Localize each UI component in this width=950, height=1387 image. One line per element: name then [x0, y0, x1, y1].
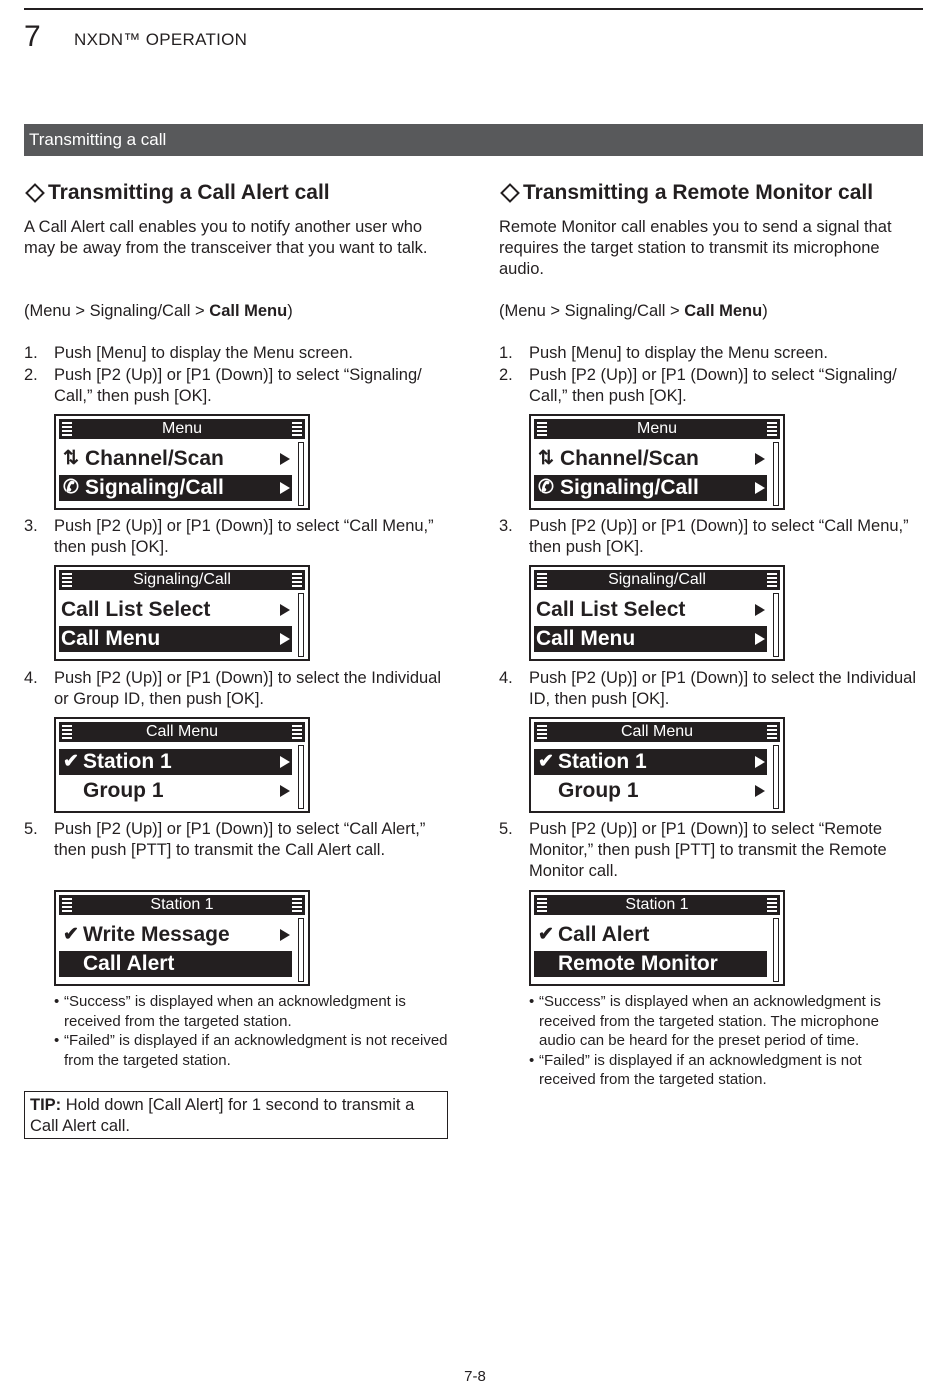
step-text: Push [P2 (Up)] or [P1 (Down)] to select “Call Menu,” then push [OK].: [529, 517, 909, 556]
right-triangle-icon: [755, 785, 765, 797]
chapter-number: 7: [24, 20, 41, 53]
scrollbar: [298, 442, 304, 506]
lcd-row-selected: [59, 475, 292, 501]
up-down-arrows-icon: ⇅: [63, 448, 79, 469]
diamond-icon: [25, 183, 45, 203]
lcd-row-selected: [534, 475, 767, 501]
check-mark-icon: ✔: [63, 924, 79, 945]
lcd-row-label: Remote Monitor: [558, 952, 718, 975]
scrollbar: [298, 593, 304, 657]
menu-lines-icon: [292, 725, 302, 739]
menu-lines-icon: [292, 573, 302, 587]
menu-lines-icon: [767, 725, 777, 739]
step-number: 1.: [24, 344, 38, 362]
scrollbar: [298, 745, 304, 809]
intro-text: A Call Alert call enables you to notify another user who may be away from the transceiver that you want to talk.: [24, 218, 428, 257]
menu-lines-icon: [537, 898, 547, 912]
lcd-row-label: Signaling/Call: [560, 476, 699, 499]
step-1: [24, 343, 454, 364]
lcd-header: [59, 722, 305, 742]
lcd-row-label: Call Menu: [61, 627, 161, 650]
menu-path: [24, 301, 293, 322]
lcd-row: [534, 446, 767, 472]
lcd-row-label: Station 1: [83, 750, 172, 773]
menu-lines-icon: [292, 422, 302, 436]
step-4: [24, 668, 454, 710]
menu-lines-icon: [62, 573, 72, 587]
lcd-row-selected: [534, 951, 767, 977]
lcd-row-label: Write Message: [83, 923, 230, 946]
lcd-row-selected: [59, 749, 292, 775]
lcd-row: [59, 922, 292, 948]
scrollbar: [773, 918, 779, 982]
heading-text: Transmitting a Call Alert call: [48, 181, 330, 204]
scrollbar: [298, 918, 304, 982]
step-text: Push [P2 (Up)] or [P1 (Down)] to select the Individual ID, then push [OK].: [529, 669, 917, 708]
notes-list: [529, 992, 919, 1090]
lcd-row-label: Call Menu: [536, 627, 636, 650]
lcd-row-label: Channel/Scan: [85, 447, 224, 470]
menu-lines-icon: [62, 422, 72, 436]
check-mark-icon: ✔: [538, 924, 554, 945]
step-2: [499, 365, 923, 407]
note-item: • “Failed” is displayed if an acknowledgment is not received from the targeted station.: [54, 1031, 454, 1070]
menu-lines-icon: [767, 422, 777, 436]
step-number: 5.: [24, 820, 38, 838]
tip-label: TIP:: [30, 1096, 62, 1114]
menu-lines-icon: [537, 422, 547, 436]
step-3: [499, 516, 929, 558]
lcd-row: [534, 778, 767, 804]
lcd-row-label: Station 1: [558, 750, 647, 773]
phone-icon: ✆: [63, 477, 79, 498]
lcd-header: [59, 895, 305, 915]
lcd-row: [534, 922, 767, 948]
lcd-row-selected: [59, 951, 292, 977]
top-rule: [24, 8, 923, 10]
right-triangle-icon: [280, 604, 290, 616]
step-4: [499, 668, 929, 710]
right-triangle-icon: [280, 482, 290, 494]
lcd-row-label: Group 1: [558, 779, 639, 802]
lcd-title: Signaling/Call: [133, 571, 231, 588]
scrollbar: [773, 442, 779, 506]
lcd-title: Call Menu: [620, 723, 694, 740]
step-number: 4.: [499, 669, 513, 687]
menu-lines-icon: [537, 573, 547, 587]
right-column: [499, 178, 929, 1088]
path-bold: Call Menu: [684, 302, 763, 320]
lcd-row-label: Call List Select: [536, 598, 686, 621]
lcd-row-label: Call Alert: [83, 952, 175, 975]
lcd-screen-station: [54, 890, 310, 986]
note-item: • “Failed” is displayed if an acknowledgment is not received from the targeted station.: [529, 1051, 919, 1090]
path-prefix: (Menu > Signaling/Call >: [499, 302, 685, 320]
path-bold: Call Menu: [209, 302, 288, 320]
lcd-row-selected: [534, 626, 767, 652]
step-text: Push [P2 (Up)] or [P1 (Down)] to select “Remote Monitor,” then push [PTT] to transmit the Remote Monitor call.: [529, 820, 887, 880]
menu-lines-icon: [292, 898, 302, 912]
lcd-screen-menu: [529, 414, 785, 510]
section-heading: [499, 178, 929, 208]
right-triangle-icon: [755, 756, 765, 768]
lcd-header: [59, 419, 305, 439]
menu-lines-icon: [767, 573, 777, 587]
menu-path: [499, 301, 768, 322]
right-triangle-icon: [280, 785, 290, 797]
right-triangle-icon: [280, 756, 290, 768]
lcd-screen-call-menu: [54, 717, 310, 813]
step-number: 3.: [499, 517, 513, 535]
note-item: • “Success” is displayed when an acknowledgment is received from the targeted station. The microphone audio can be heard for the preset period of time.: [529, 992, 919, 1051]
lcd-row-label: Signaling/Call: [85, 476, 224, 499]
menu-lines-icon: [537, 725, 547, 739]
left-column: [24, 178, 454, 1069]
step-number: 2.: [24, 366, 38, 384]
step-number: 2.: [499, 366, 513, 384]
chapter-title: NXDN™ OPERATION: [74, 30, 248, 49]
step-5: [499, 819, 923, 882]
step-number: 3.: [24, 517, 38, 535]
intro-text: Remote Monitor call enables you to send a signal that requires the target station to transmit its microphone audio.: [499, 218, 892, 278]
right-triangle-icon: [755, 633, 765, 645]
lcd-row: [59, 597, 292, 623]
step-3: [24, 516, 454, 558]
lcd-row: [534, 597, 767, 623]
step-text: Push [Menu] to display the Menu screen.: [54, 344, 353, 362]
lcd-title: Call Menu: [145, 723, 219, 740]
scrollbar: [773, 745, 779, 809]
lcd-title: Station 1: [625, 896, 689, 913]
lcd-row-label: Call List Select: [61, 598, 211, 621]
lcd-row: [59, 446, 292, 472]
lcd-header: [534, 722, 780, 742]
lcd-screen-station: [529, 890, 785, 986]
step-number: 1.: [499, 344, 513, 362]
path-suffix: ): [762, 302, 768, 320]
tip-box: [24, 1091, 448, 1139]
lcd-screen-call-menu: [529, 717, 785, 813]
page-number: 7-8: [464, 1368, 486, 1385]
up-down-arrows-icon: ⇅: [538, 448, 554, 469]
lcd-screen-menu: [54, 414, 310, 510]
lcd-header: [534, 419, 780, 439]
step-text: Push [P2 (Up)] or [P1 (Down)] to select “Signaling/ Call,” then push [OK].: [529, 366, 897, 405]
lcd-row-label: Channel/Scan: [560, 447, 699, 470]
step-1: [499, 343, 929, 364]
path-suffix: ): [287, 302, 293, 320]
lcd-header: [59, 570, 305, 590]
notes-list: [54, 992, 454, 1070]
section-heading: [24, 178, 454, 208]
step-number: 5.: [499, 820, 513, 838]
step-text: Push [Menu] to display the Menu screen.: [529, 344, 828, 362]
tip-text: Hold down [Call Alert] for 1 second to transmit a Call Alert call.: [30, 1096, 415, 1135]
lcd-screen-signaling: [529, 565, 785, 661]
lcd-row-selected: [59, 626, 292, 652]
lcd-row-label: Call Alert: [558, 923, 650, 946]
section-bar: Transmitting a call: [24, 124, 923, 156]
phone-icon: ✆: [538, 477, 554, 498]
scrollbar: [773, 593, 779, 657]
right-triangle-icon: [755, 482, 765, 494]
lcd-row-label: Group 1: [83, 779, 164, 802]
heading-text: Transmitting a Remote Monitor call: [523, 181, 874, 204]
check-mark-icon: ✔: [538, 751, 554, 772]
lcd-title: Signaling/Call: [608, 571, 706, 588]
lcd-header: [534, 570, 780, 590]
step-2: [24, 365, 444, 407]
note-item: • “Success” is displayed when an acknowledgment is received from the targeted station.: [54, 992, 454, 1031]
right-triangle-icon: [755, 453, 765, 465]
lcd-title: Menu: [161, 420, 203, 437]
lcd-title: Menu: [636, 420, 678, 437]
step-text: Push [P2 (Up)] or [P1 (Down)] to select “Call Alert,” then push [PTT] to transmit the Call Alert call.: [54, 820, 426, 859]
menu-lines-icon: [62, 725, 72, 739]
lcd-header: [534, 895, 780, 915]
right-triangle-icon: [280, 633, 290, 645]
menu-lines-icon: [62, 898, 72, 912]
check-mark-icon: ✔: [63, 751, 79, 772]
path-prefix: (Menu > Signaling/Call >: [24, 302, 210, 320]
lcd-title: Station 1: [150, 896, 214, 913]
right-triangle-icon: [755, 604, 765, 616]
right-triangle-icon: [280, 453, 290, 465]
lcd-row-selected: [534, 749, 767, 775]
step-number: 4.: [24, 669, 38, 687]
right-triangle-icon: [280, 929, 290, 941]
diamond-icon: [500, 183, 520, 203]
step-text: Push [P2 (Up)] or [P1 (Down)] to select “Call Menu,” then push [OK].: [54, 517, 434, 556]
lcd-row: [59, 778, 292, 804]
step-text: Push [P2 (Up)] or [P1 (Down)] to select the Individual or Group ID, then push [OK].: [54, 669, 442, 708]
lcd-screen-signaling: [54, 565, 310, 661]
step-text: Push [P2 (Up)] or [P1 (Down)] to select “Signaling/ Call,” then push [OK].: [54, 366, 422, 405]
menu-lines-icon: [767, 898, 777, 912]
step-5: [24, 819, 444, 861]
